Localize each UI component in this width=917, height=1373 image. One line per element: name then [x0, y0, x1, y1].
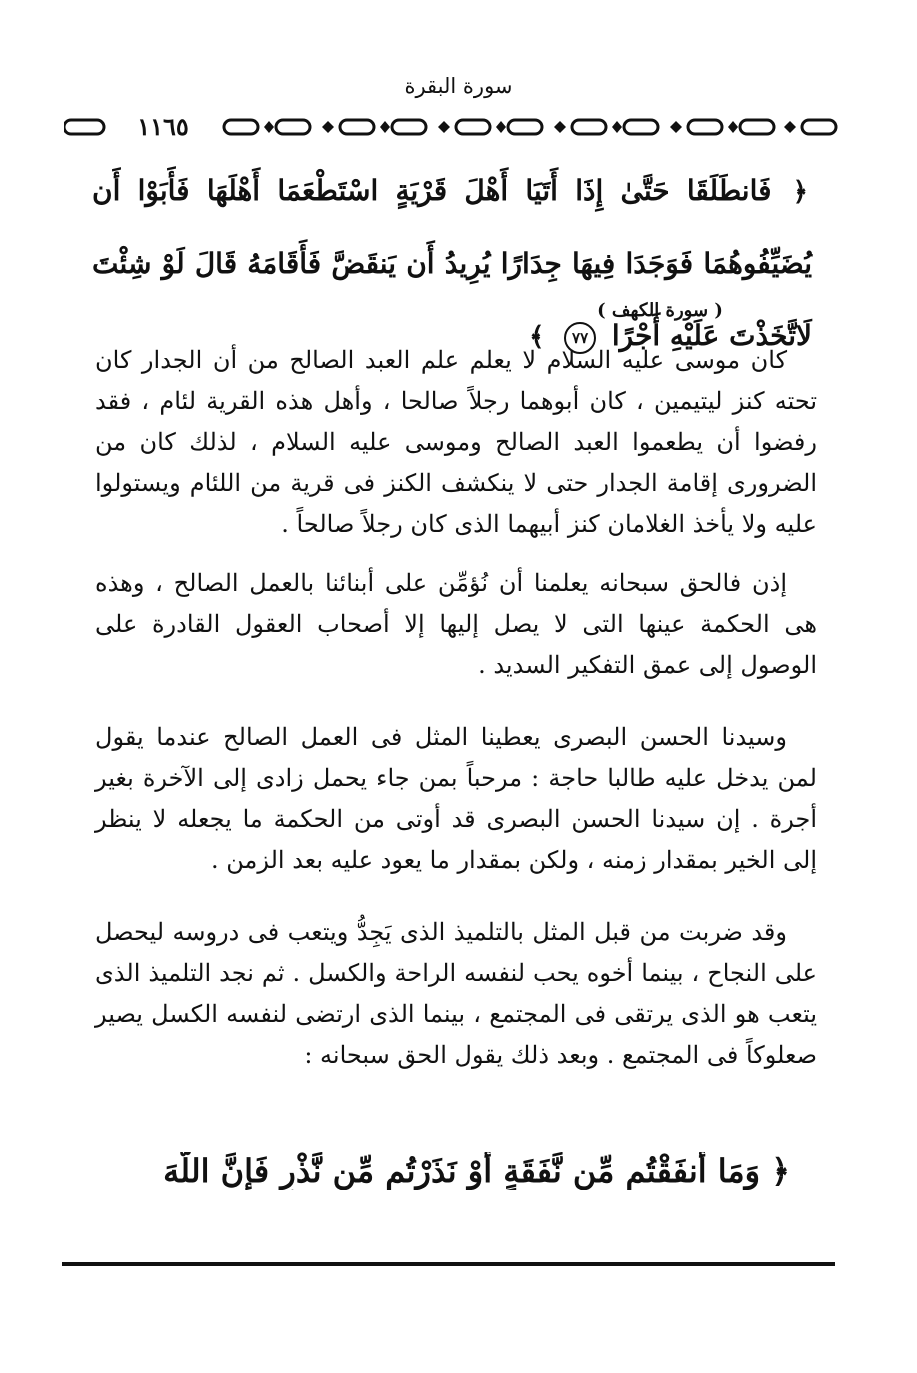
paragraph-text: وسيدنا الحسن البصرى يعطينا المثل فى العمل الصالح عندما يقول لمن يدخل عليه طالبا حاجة : مرحباً بمن جاء يحمل زادى إلى الآخرة بغير أجرة . إن سيدنا الحسن البصرى قد أوتى من الحكمة ما يجعله لا ينظر إلى الخير بمقدار زمنه ، ولكن بمقدار ما يعود عليه بعد الزمن . [95, 723, 817, 874]
next-verse-fragment [100, 1152, 790, 1190]
commentary-paragraph [95, 717, 817, 881]
page-number: ١١٦٥ [108, 112, 218, 142]
commentary-paragraph [95, 563, 817, 686]
paragraph-text: كان موسى عليه السلام لا يعلم علم العبد الصالح من أن الجدار كان تحته كنز ليتيمين ، كان أبوهما رجلاً صالحا ، وأهل هذه القرية لئام ، فقد رفضوا أن يطعموا العبد الصالح وموسى عليه السلام ، لذلك كان من الضرورى إقامة الجدار حتى لا ينكشف الكنز فى قرية من اللئام ويستولوا عليه ولا يأخذ الغلامان كنز أبيهما الذى كان رجلاً صالحاً . [95, 346, 817, 538]
next-verse-open-bracket: ﴿ [771, 1152, 790, 1190]
verse-open-bracket: ﴿ [792, 177, 808, 207]
paragraph-text: إذن فالحق سبحانه يعلمنا أن نُؤمِّن على أبنائنا بالعمل الصالح ، وهذه هى الحكمة عينها التى لا يصل إليها إلا أصحاب العقول القادرة على الوصول إلى عمق التفكير السديد . [95, 569, 817, 679]
commentary-paragraph [95, 340, 817, 545]
verse-number-icon: ٧٧ [564, 322, 596, 354]
paragraph-text: وقد ضربت من قبل المثل بالتلميذ الذى يَجِدُّ ويتعب فى دروسه ليحصل على النجاح ، بينما أخوه يحب لنفسه الراحة والكسل . ثم نجد التلميذ الذى يتعب هو الذى يرتقى فى المجتمع ، بينما الذى ارتضى لنفسه الكسل يصير صعلوكاً فى المجتمع . وبعد ذلك يقول الحق سبحانه : [95, 918, 817, 1069]
verse-close-bracket: ﴾ [529, 322, 545, 352]
surah-title: سورة البقرة [404, 74, 513, 98]
commentary-paragraph [95, 912, 817, 1076]
ornament-border [64, 112, 844, 142]
verse-reference: ( سورة الكهف ) [597, 300, 723, 321]
next-verse-text: وَمَا أَنفَقْتُم مِّن نَّفَقَةٍ أَوْ نَذَرْتُم مِّن نَّذْرٍ فَإِنَّ اللَّهَ [163, 1152, 761, 1190]
verse-text: فَانطَلَقَا حَتَّىٰ إِذَا أَتَيَا أَهْلَ قَرْيَةٍ اسْتَطْعَمَا أَهْلَهَا فَأَبَوْا أَن يُضَيِّفُوهُمَا فَوَجَدَا فِيهَا جِدَارًا يُرِيدُ أَن يَنقَضَّ فَأَقَامَهُ قَالَ لَوْ شِئْتَ لَاتَّخَذْتَ عَلَيْهِ أَجْرًا [92, 174, 812, 352]
footer-divider [62, 1262, 835, 1266]
